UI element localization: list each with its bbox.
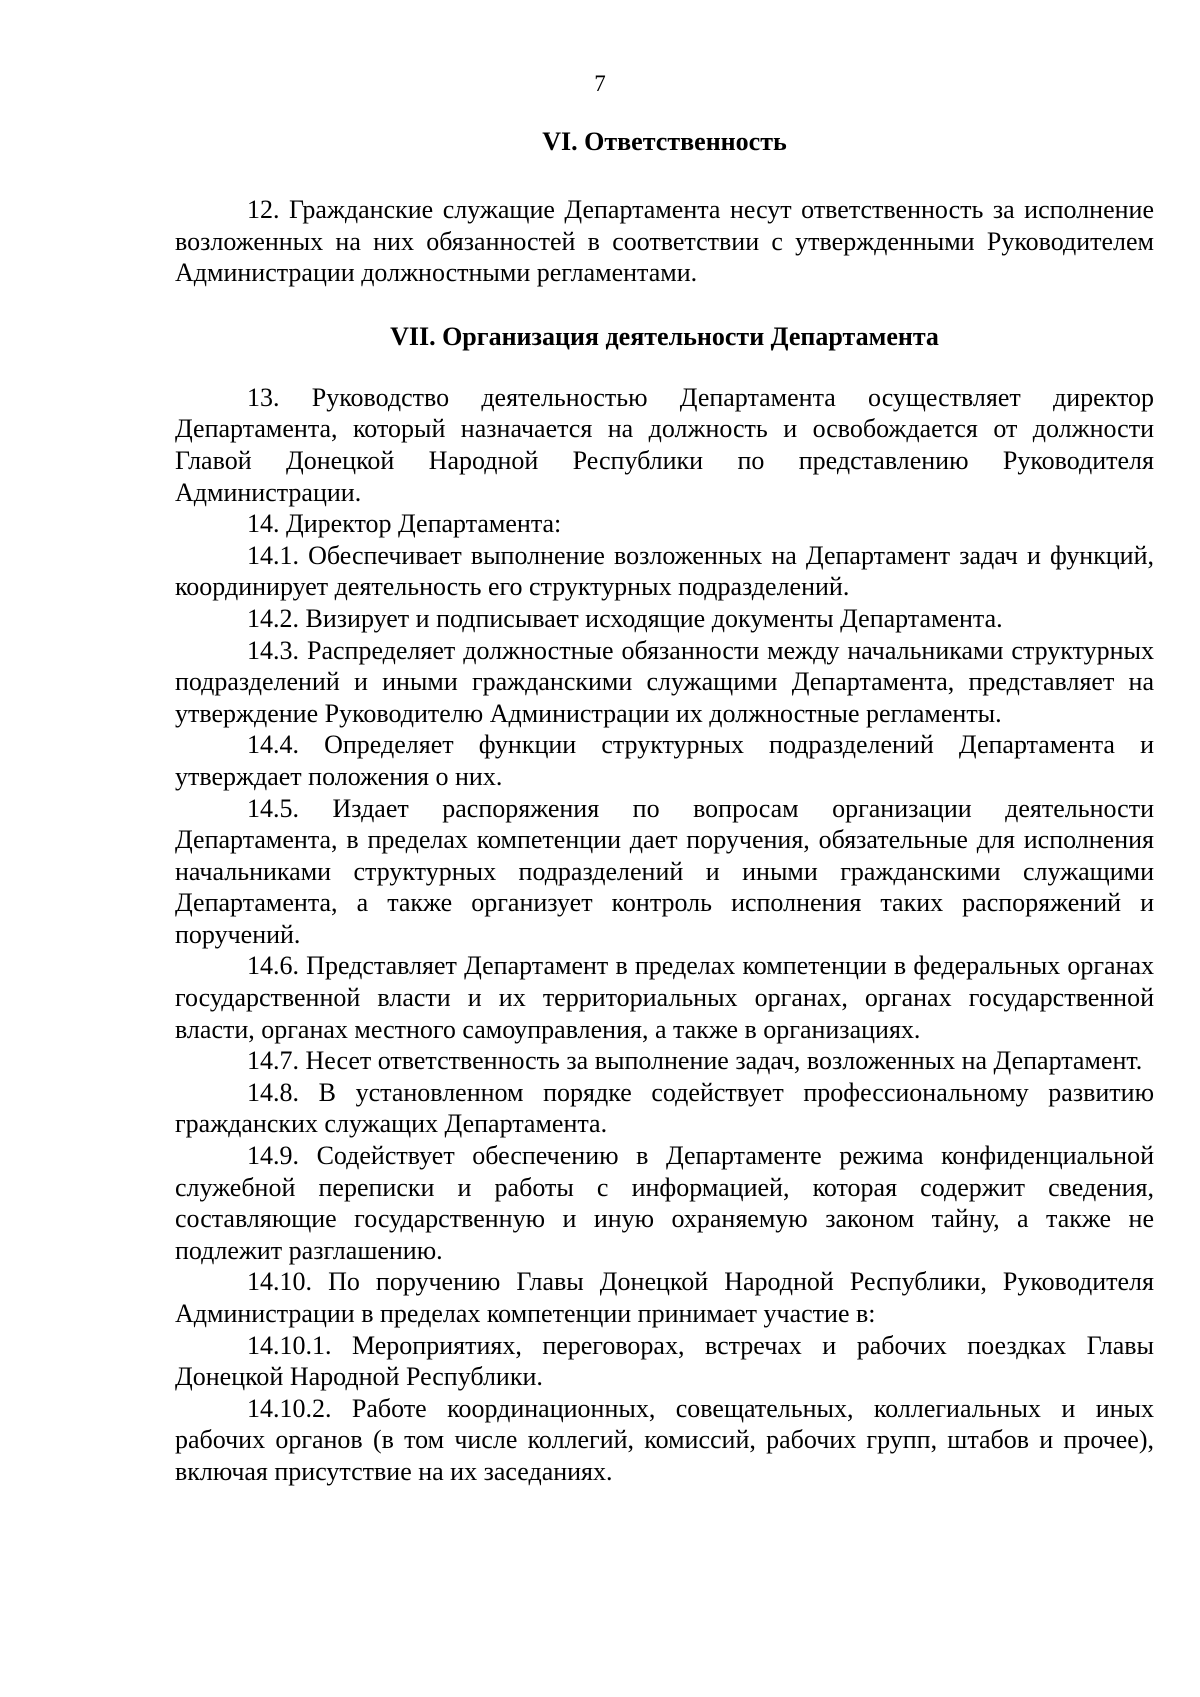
- section-heading: VI. Ответственность: [542, 127, 787, 156]
- paragraph: 14.6. Представляет Департамент в пределах компетенции в федеральных органах государственной власти и их территориальных органах, органах государственной власти, органах местного самоуправления, а также в организациях.: [175, 951, 1154, 1044]
- paragraph: 14.2. Визирует и подписывает исходящие документы Департамента.: [247, 603, 1003, 633]
- paragraph: 14.8. В установленном порядке содействует профессиональному развитию гражданских служащих Департамента.: [175, 1077, 1154, 1139]
- paragraph: 14.4. Определяет функции структурных подразделений Департамента и утверждает положения о них.: [175, 730, 1154, 791]
- page-content: [175, 127, 1154, 1488]
- paragraph: 14.1. Обеспечивает выполнение возложенных на Департамент задач и функций, координирует деятельность его структурных подразделений.: [175, 540, 1154, 602]
- paragraph: 12. Гражданские служащие Департамента несут ответственность за исполнение возложенных на них обязанностей в соответствии с утвержденными Руководителем Администрации должностными регламентами.: [175, 195, 1154, 288]
- paragraph: 14.5. Издает распоряжения по вопросам организации деятельности Департамента, в пределах компетенции дает поручения, обязательные для исполнения начальниками структурных подразделений и иными гражданскими служащими Департамента, а также организует контроль исполнения таких распоряжений и поручений.: [175, 793, 1154, 949]
- paragraph: 14. Директор Департамента:: [247, 509, 562, 539]
- section-heading: VII. Организация деятельности Департамента: [390, 321, 939, 351]
- paragraph: 14.10.2. Работе координационных, совещательных, коллегиальных и иных рабочих органов (в том числе коллегий, комиссий, рабочих групп, штабов и прочее), включая присутствие на их заседаниях.: [175, 1393, 1154, 1486]
- paragraph: 14.7. Несет ответственность за выполнение задач, возложенных на Департамент.: [247, 1046, 1143, 1076]
- paragraph: 14.10. По поручению Главы Донецкой Народной Республики, Руководителя Администрации в пределах компетенции принимает участие в:: [175, 1267, 1154, 1328]
- paragraph: 14.9. Содействует обеспечению в Департаменте режима конфиденциальной служебной переписки и работы с информацией, которая содержит сведения, составляющие государственную и иную охраняемую законом тайну, а также не подлежит разглашению.: [175, 1141, 1154, 1265]
- paragraph: 13. Руководство деятельностью Департамента осуществляет директор Департамента, который назначается на должность и освобождается от должности Главой Донецкой Народной Республики по представлению Руководителя Администрации.: [175, 382, 1154, 507]
- paragraph: 14.3. Распределяет должностные обязанности между начальниками структурных подразделений и иными гражданскими служащими Департамента, представляет на утверждение Руководителю Администрации их должностные регламенты.: [175, 635, 1154, 728]
- page-number: 7: [594, 71, 606, 96]
- paragraph: 14.10.1. Мероприятиях, переговорах, встречах и рабочих поездках Главы Донецкой Народной Республики.: [175, 1330, 1154, 1392]
